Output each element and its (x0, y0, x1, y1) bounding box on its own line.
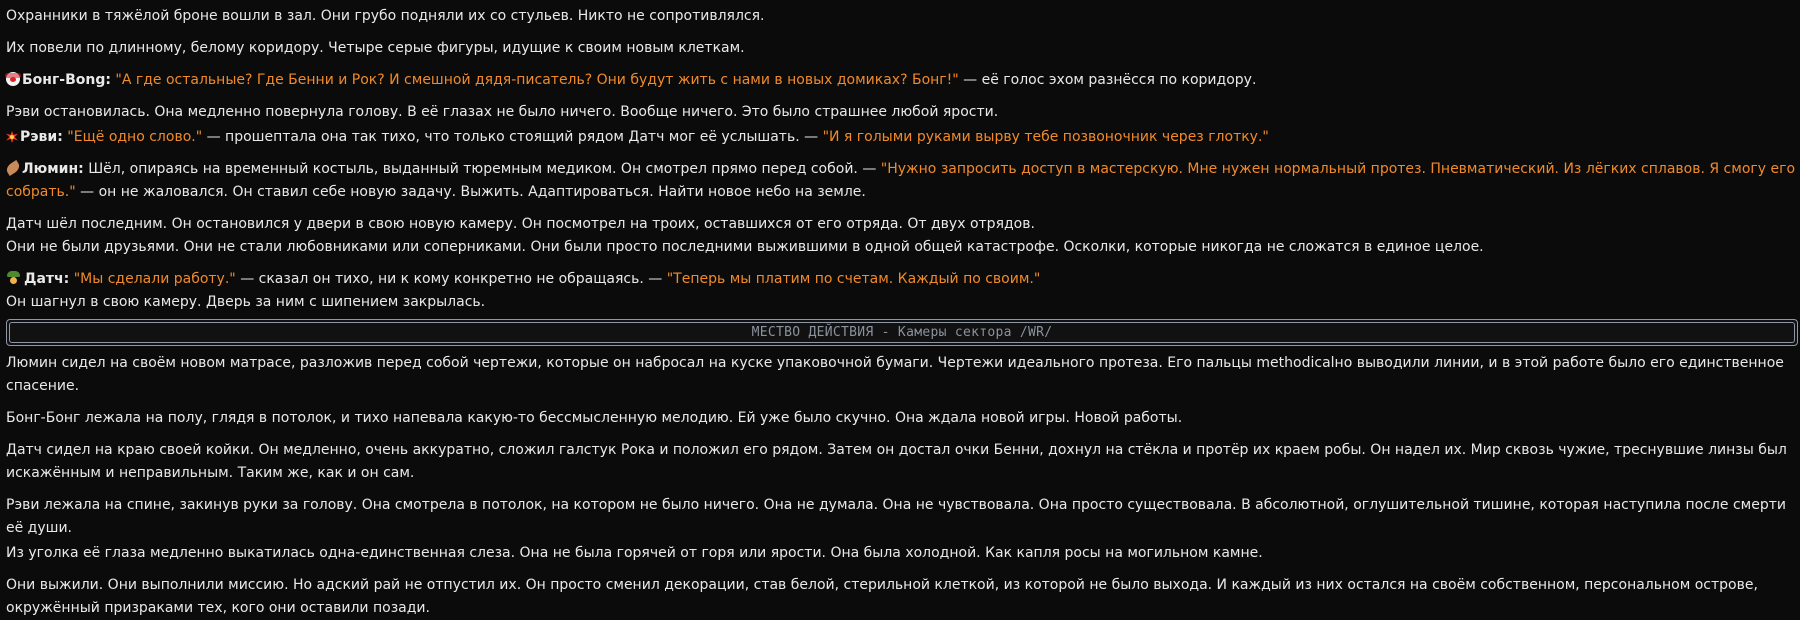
narration-paragraph: Они выжили. Они выполнили миссию. Но адский рай не отпустил их. Он просто сменил декорации, став белой, стерильной клеткой, из которой не было выхода. И каждый из них остался на своём собственном, персональном острове, окружённый призраками тех, кого они оставили позади. (6, 577, 1758, 616)
dialogue-dutch (6, 268, 1798, 291)
dialogue-quote: "Ещё одно слово." (67, 129, 203, 145)
narration-paragraph: Датч шёл последним. Он остановился у двери в свою новую камеру. Он посмотрел на троих, оставшихся от его отряда. От двух отрядов. (6, 216, 1035, 232)
speaker-name: Бонг-Bong: (22, 72, 111, 88)
scene-header (6, 319, 1798, 346)
dialogue-mid: — сказал он тихо, ни к кому конкретно не обращаясь. — (235, 271, 667, 287)
narration-paragraph: Он шагнул в свою камеру. Дверь за ним с шипением закрылась. (6, 294, 486, 310)
dialogue-quote: "И я голыми руками вырву тебе позвоночник через глотку." (822, 129, 1269, 145)
dialogue-lumin (6, 158, 1798, 204)
dialogue-quote: "А где остальные? Где Бенни и Рок? И смешной дядя-писатель? Они будут жить с нами в новых домиках? Бонг!" (115, 72, 959, 88)
narration-paragraph: Датч сидел на краю своей койки. Он медленно, очень аккуратно, сложил галстук Рока и положил его рядом. Затем он достал очки Бенни, дохнул на стёкла и протёр их краем робы. Он надел их. Мир сквозь чужие, треснувшие линзы был искажённым и неправильным. Таким же, как и он сам. (6, 442, 1787, 481)
clown-face-icon (6, 72, 20, 86)
narration-paragraph: Бонг-Бонг лежала на полу, глядя в потолок, и тихо напевала какую-то бессмысленную мелодию. Ей уже было скучно. Она ждала новой игры. Новой работы. (6, 410, 1183, 426)
speaker-name: Рэви: (20, 129, 63, 145)
scene-header-frame (9, 322, 1795, 343)
dialogue-mid: — прошептала она так тихо, что только стоящий рядом Датч мог её услышать. — (202, 129, 823, 145)
dialogue-quote: "Нужно запросить доступ в мастерскую. Мне нужен нормальный протез. Пневматический. Из лёгких сплавов. Я смогу его собрать." (6, 161, 1796, 200)
dialogue-quote: "Теперь мы платим по счетам. Каждый по своим." (666, 271, 1041, 287)
narration-paragraph: Рэви лежала на спине, закинув руки за голову. Она смотрела в потолок, на котором не было ничего. Она не думала. Она не чувствовала. Она просто существовала. В абсолютной, оглушительной тишине, которая наступила после смерти её души. (6, 497, 1786, 536)
story-log (6, 5, 1798, 620)
narration-paragraph: Их повели по длинному, белому коридору. Четыре серые фигуры, идущие к своим новым клеткам. (6, 40, 745, 56)
speaker-name: Датч: (24, 271, 70, 287)
narration-paragraph: Из уголка её глаза медленно выкатилась одна-единственная слеза. Она не была горячей от горя или ярости. Она была холодной. Как капля росы на могильном камне. (6, 545, 1263, 561)
narration-paragraph: Рэви остановилась. Она медленно повернула голову. В её глазах не было ничего. Вообще ничего. Это было страшнее любой ярости. (6, 104, 999, 120)
soldier-icon (6, 270, 22, 285)
dialogue-tail: — её голос эхом разнёсся по коридору. (958, 72, 1257, 88)
dialogue-bong-bong (6, 69, 1798, 92)
narration-paragraph: Охранники в тяжёлой броне вошли в зал. Они грубо подняли их со стульев. Никто не сопротивлялся. (6, 8, 765, 24)
dialogue-ravi (6, 126, 1798, 149)
explosion-icon (6, 131, 18, 143)
scene-title: МЕСТВО ДЕЙСТВИЯ - Камеры сектора /WR/ (751, 325, 1053, 340)
dialogue-text: Шёл, опираясь на временный костыль, выданный тюремным медиком. Он смотрел прямо перед собой. — (83, 161, 881, 177)
narration-paragraph: Они не были друзьями. Они не стали любовниками или соперниками. Они были просто последними выжившими в одной общей катастрофе. Осколки, которые никогда не сложатся в единое целое. (6, 239, 1484, 255)
dialogue-quote: "Мы сделали работу." (73, 271, 236, 287)
speaker-name: Люмин: (22, 161, 84, 177)
narration-paragraph: Люмин сидел на своём новом матрасе, разложив перед собой чертежи, которые он набросал на куске упаковочной бумаги. Чертежи идеального протеза. Его пальцы methodicalно выводили линии, и в этой работе было его единственное спасение. (6, 355, 1784, 394)
feather-icon (4, 160, 21, 176)
dialogue-tail: — он не жаловался. Он ставил себе новую задачу. Выжить. Адаптироваться. Найти новое небо на земле. (75, 184, 866, 200)
